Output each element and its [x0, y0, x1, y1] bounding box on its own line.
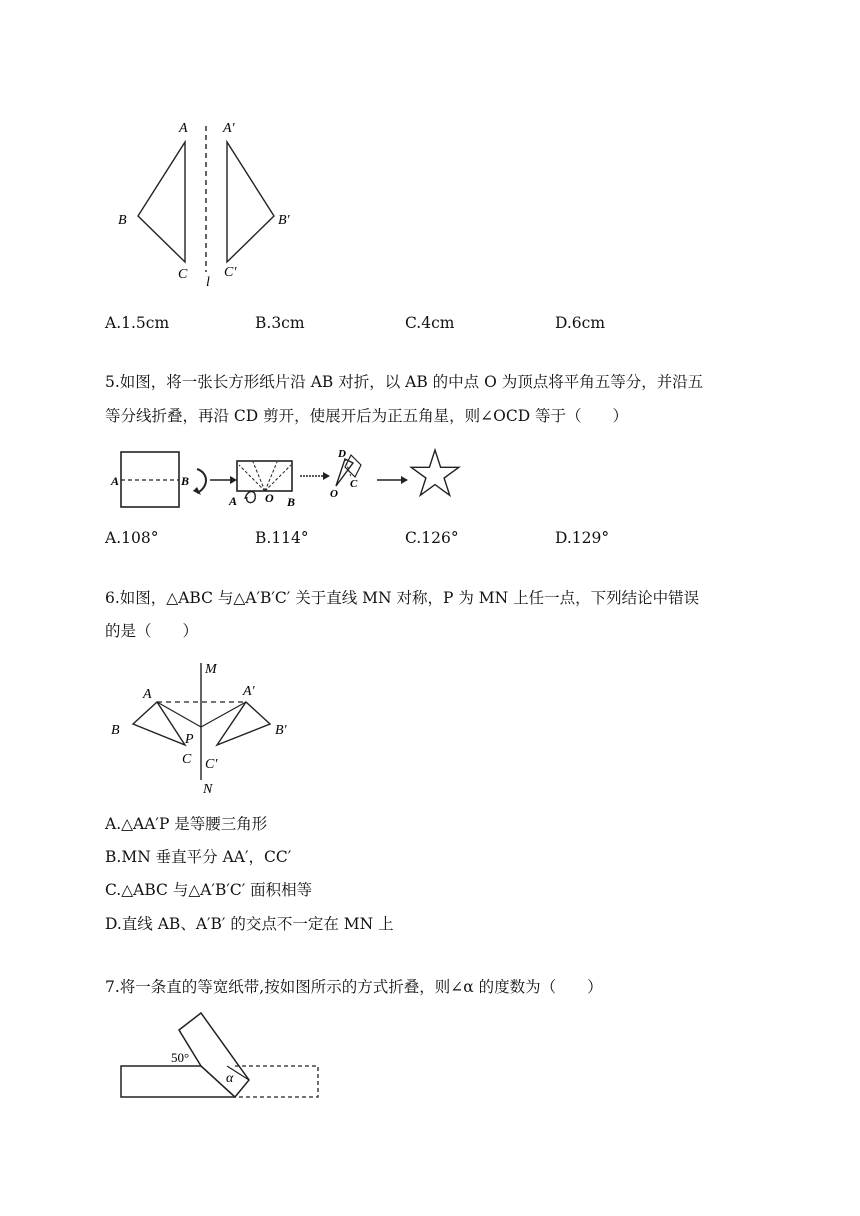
folded-rectangle: [237, 461, 292, 491]
segment-a-prime-p: [201, 702, 246, 727]
fifth-division-lines: [239, 462, 291, 491]
q5-figure: [105, 443, 465, 513]
triangle-abc-prime: [217, 702, 270, 745]
q6-option-d[interactable]: D.直线 AB、A′B′ 的交点不一定在 MN 上: [105, 915, 394, 933]
q5-stem-line2: 等分线折叠，再沿 CD 剪开，使展开后为正五角星，则∠OCD 等于（ ）: [105, 407, 629, 425]
label-b: B: [118, 213, 127, 228]
label-c: C: [178, 267, 188, 282]
label-a: A: [179, 121, 188, 136]
q4-option-c[interactable]: C.4cm: [405, 314, 455, 332]
q6-stem-line1: 6.如图，△ABC 与△A′B′C′ 关于直线 MN 对称，P 为 MN 上任一点，下列结论中错误: [105, 589, 700, 607]
q4-figure: [105, 112, 305, 292]
q5-stem-line1: 5.如图，将一张长方形纸片沿 AB 对折，以 AB 的中点 O 为顶点将平角五等分，并沿五: [105, 373, 704, 391]
label-b: B: [111, 723, 120, 738]
arrowhead-1-icon: [230, 476, 237, 484]
q6-figure: [105, 655, 305, 797]
folded-wedge-layer: [345, 455, 361, 477]
q6-option-a[interactable]: A.△AA′P 是等腰三角形: [105, 815, 268, 833]
q5-option-a[interactable]: A.108°: [105, 529, 159, 547]
triangle-abc: [138, 142, 185, 262]
label-l: l: [206, 275, 210, 290]
label-b-rect: B: [181, 474, 190, 488]
arrowhead-3-icon: [401, 476, 408, 484]
label-o-wedge: O: [330, 488, 338, 500]
segment-ap: [157, 702, 201, 727]
label-c: C: [350, 478, 358, 490]
arrowhead-2-icon: [323, 472, 330, 480]
label-alpha: α: [226, 1071, 234, 1086]
triangle-abc: [133, 702, 185, 745]
label-a: A: [143, 687, 152, 702]
label-c-prime: C′: [224, 265, 237, 280]
label-a-prime: A′: [243, 684, 255, 699]
label-c-prime: C′: [205, 757, 218, 772]
label-b-prime: B′: [275, 723, 287, 738]
q6-option-b[interactable]: B.MN 垂直平分 AA′，CC′: [105, 848, 292, 866]
q7-stem: 7.将一条直的等宽纸带,按如图所示的方式折叠，则∠α 的度数为（ ）: [105, 978, 603, 996]
label-b-prime: B′: [278, 213, 290, 228]
fold-arrow-icon: [197, 469, 206, 493]
label-d: D: [338, 448, 346, 460]
label-a-rect: A: [111, 474, 120, 488]
q4-option-d[interactable]: D.6cm: [555, 314, 606, 332]
q4-option-a[interactable]: A.1.5cm: [105, 314, 170, 332]
q5-option-d[interactable]: D.129°: [555, 529, 610, 547]
q7-figure: [115, 1008, 330, 1108]
label-n: N: [203, 782, 213, 797]
label-o-folded: O: [265, 491, 274, 505]
label-50-degree: 50°: [171, 1050, 190, 1065]
label-c: C: [182, 752, 192, 767]
q5-option-c[interactable]: C.126°: [405, 529, 459, 547]
triangle-abc-prime: [227, 142, 274, 262]
label-p: P: [185, 732, 194, 747]
label-a-prime: A′: [223, 121, 235, 136]
folded-strip: [179, 1013, 249, 1097]
q6-option-c[interactable]: C.△ABC 与△A′B′C′ 面积相等: [105, 881, 313, 899]
fold-curl-icon: [245, 492, 255, 503]
five-pointed-star-icon: [411, 450, 459, 495]
q4-option-b[interactable]: B.3cm: [255, 314, 305, 332]
label-m: M: [205, 662, 217, 677]
label-b-folded: B: [287, 495, 296, 509]
q6-stem-line2: 的是（ ）: [105, 622, 199, 640]
label-a-folded: A: [229, 494, 238, 508]
q5-option-b[interactable]: B.114°: [255, 529, 309, 547]
